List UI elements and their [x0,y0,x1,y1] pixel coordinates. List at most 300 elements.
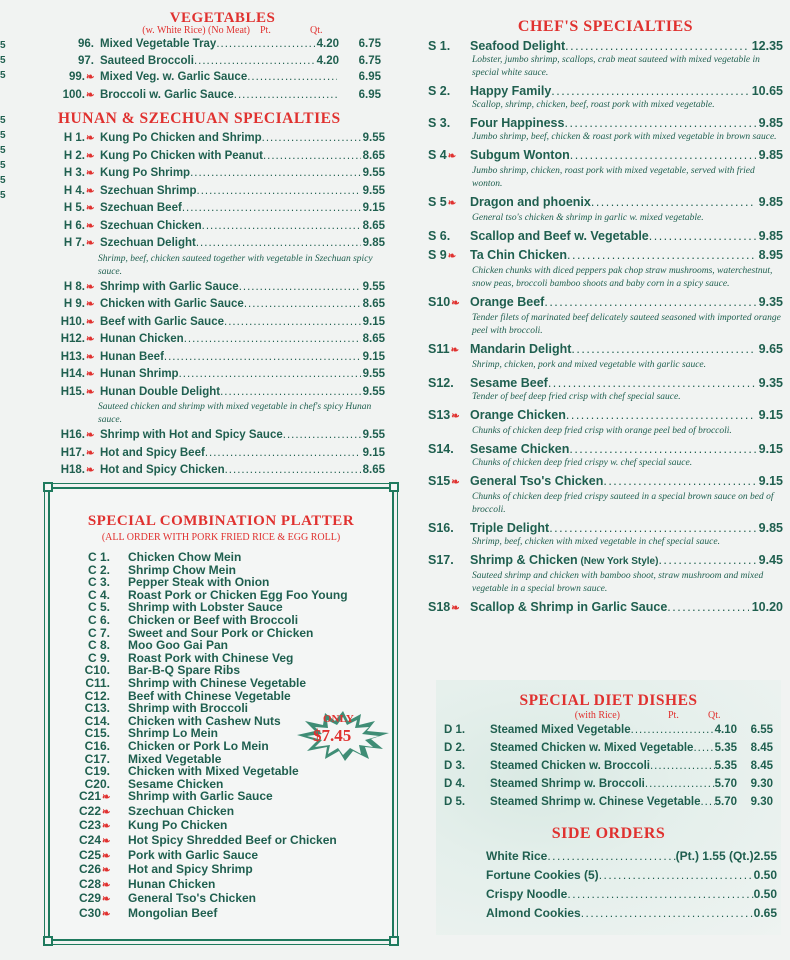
vegetables-subtitle: (w. White Rice) (No Meat) [142,25,250,36]
item-code: H 6.❧ [50,218,98,236]
item-price: 8.65 [362,149,385,162]
item-name: Scallop and Beef w. Vegetable [470,229,649,243]
menu-item-row [428,228,783,244]
dot-leader [197,183,361,200]
item-code: C 4. [87,587,110,602]
pepper-icon: ❧ [86,133,95,144]
combo-item-row [50,639,392,652]
item-name: Broccoli w. Garlic Sauce [100,88,234,101]
item-price: 9.35 [758,295,783,309]
item-name: Crispy Noodle [486,887,568,901]
pepper-icon: ❧ [450,345,459,356]
pepper-icon: ❧ [102,821,111,833]
combo-item-row [50,849,392,864]
item-code: H16.❧ [50,427,98,445]
pepper-icon: ❧ [447,151,457,162]
menu-item-row [50,279,385,297]
item-name: Subgum Wonton [470,148,570,162]
dot-leader [196,235,361,252]
item-code: C 7. [87,625,110,640]
pepper-icon: ❧ [86,351,95,363]
menu-item-row [428,38,783,54]
item-code: C 8. [87,638,110,653]
dot-leader [234,87,337,104]
dot-leader [564,115,755,131]
menu-item-row [50,331,385,349]
item-code: H 3.❧ [50,165,98,183]
dot-leader [700,793,714,811]
item-name: Chicken Chow Mein [128,550,242,564]
item-name: Roast Pork or Chicken Egg Foo Young [128,587,348,602]
menu-item-row [428,599,783,617]
item-description: Lobster, jumbo shrimp, scallops, crab meat sauteed with mixed vegetable in special white sauce. [472,55,760,78]
item-code: S 3. [428,116,451,130]
right-column [428,18,783,620]
item-code: D 5. [444,796,466,808]
item-code: C29❧ [78,891,111,906]
diet-qt-header: Qt. [708,710,721,721]
menu-item-row [50,36,381,53]
chef-item [428,407,783,438]
menu-item-row [50,384,385,402]
item-code: C30❧ [78,906,111,921]
item-price-qt: 6.75 [358,38,381,50]
menu-item-row [428,520,783,536]
dot-leader [571,341,755,357]
item-name: Szechuan Beef [100,202,182,214]
item-name: Sesame Chicken [470,442,570,456]
item-name: Sauteed Broccoli [100,54,194,67]
item-price-qt: 9.30 [750,796,773,808]
item-name: Hunan Chicken [100,333,184,345]
chef-title: CHEF'S SPECIALTIES [517,18,694,35]
item-price: 8.65 [362,219,385,232]
item-code: H 5.❧ [50,200,98,218]
item-price: 9.15 [758,442,783,456]
menu-item-row [428,115,783,131]
pepper-icon: ❧ [86,150,95,162]
item-code: S 9❧ [428,247,470,265]
combo-title: SPECIAL COMBINATION PLATTER [87,513,355,529]
item-code: H17.❧ [50,445,98,463]
item-name: Orange Chicken [470,408,566,422]
edge-mark: 5 [0,115,6,126]
item-code: S 6. [428,229,451,243]
item-price: 0.65 [753,906,777,920]
item-price-pt: 5.35 [714,742,737,754]
item-name: Dragon and phoenix [470,195,591,209]
dot-leader [603,473,755,489]
dot-leader [566,407,756,423]
item-name: Shrimp Chow Mein [128,562,236,577]
side-item-row [436,904,777,923]
item-price: 9.15 [362,350,385,363]
pepper-icon: ❧ [86,316,95,328]
dot-leader [182,200,361,217]
pepper-icon: ❧ [86,168,95,179]
combo-subtitle: (ALL ORDER WITH PORK FRIED RICE & EGG ROLL) [101,532,341,543]
item-name: Hunan Chicken [128,876,216,891]
item-name: Shrimp with Hot and Spicy Sauce [100,429,283,441]
pepper-icon: ❧ [86,89,95,101]
pepper-icon: ❧ [86,386,95,398]
pepper-icon: ❧ [102,909,111,921]
item-code: C 1. [87,550,110,564]
item-price-qt: 6.95 [358,71,381,83]
item-name: Sesame Beef [470,376,548,390]
item-price: 0.50 [753,868,777,882]
dot-leader [548,375,756,391]
item-name: Pork with Garlic Sauce [128,847,259,862]
item-code: C12. [84,688,110,703]
item-name: Shrimp with Garlic Sauce [128,789,273,804]
chef-list [428,38,783,617]
item-name: Kung Po Shrimp [100,167,191,179]
vegetables-qt-header: Qt. [310,25,323,36]
item-name: Mixed Veg. w. Garlic Sauce [100,71,248,83]
combination-platter-box [48,487,394,941]
item-price: 10.20 [751,600,783,614]
chef-item [428,552,783,596]
item-price-qt: 6.55 [750,724,773,736]
pepper-icon: ❧ [86,430,95,441]
menu-item-row [50,366,385,384]
menu-item-row [50,200,385,218]
dot-leader [599,866,754,885]
item-name: Orange Beef [470,295,545,309]
menu-item-row [428,441,783,457]
item-name: Chicken with Mixed Vegetable [128,764,299,779]
dot-leader [220,384,361,401]
item-code: C26❧ [78,862,111,877]
dot-leader [567,885,753,904]
item-name: Mixed Vegetable Tray [100,38,217,50]
item-price: 9.55 [362,385,385,398]
item-name: Hot and Spicy Shrimp [128,862,253,877]
dot-leader [184,331,361,348]
item-code: H 4.❧ [50,183,98,201]
diet-item-row [444,775,773,793]
left-column [50,10,395,480]
edge-mark: 5 [0,190,6,201]
dot-leader [631,721,715,739]
item-name: Moo Goo Gai Pan [128,638,229,653]
item-name: Ta Chin Chicken [470,248,568,262]
item-price-pt: 4.10 [714,724,737,736]
menu-item-row [428,552,783,570]
chef-item [428,115,783,144]
dot-leader [549,520,755,536]
item-code: C 5. [87,600,110,615]
item-name: Triple Delight [470,521,550,535]
item-name: Beef with Chinese Vegetable [128,688,291,703]
item-code: H18.❧ [50,462,98,480]
dot-leader [693,739,714,757]
dot-leader [591,194,756,210]
sides-list [436,847,781,923]
item-code: C17. [84,751,110,766]
item-code: S 1. [428,39,451,53]
item-code: D 4. [444,778,466,790]
item-code: C19. [84,764,110,779]
item-price: 8.65 [362,333,385,345]
item-code: C16. [84,738,110,753]
item-name: Hunan Double Delight [100,385,221,398]
item-name: Hunan Beef [100,350,164,363]
pepper-icon: ❧ [451,477,460,488]
chef-item [428,520,783,549]
edge-mark: 5 [0,145,6,156]
edge-mark: 5 [0,55,6,66]
chef-item [428,441,783,470]
item-name: Roast Pork with Chinese Veg [128,650,294,665]
combo-item-row [50,614,392,627]
item-code: S13❧ [428,407,470,425]
dot-leader [202,218,361,235]
item-code: H15.❧ [50,384,98,402]
badge-only-label: ONLY [323,713,354,725]
item-name: Steamed Mixed Vegetable [490,724,631,736]
edge-mark [0,85,8,100]
item-code: C24❧ [78,833,111,848]
menu-item-row [428,247,783,265]
menu-item-row [50,165,385,183]
pepper-icon: ❧ [447,198,457,209]
menu-item-row [50,235,385,253]
item-name: Shrimp with Broccoli [128,701,249,716]
pepper-icon: ❧ [86,203,95,214]
item-name: Shrimp & Chicken (New York Style) [470,553,659,567]
item-price-qt: 6.75 [358,54,381,67]
item-description: Chunks of chicken deep fried crisp with orange peel bed of broccoli. [472,426,732,436]
side-item-row [436,847,777,866]
pepper-icon: ❧ [86,281,95,293]
menu-item-row [50,148,385,166]
item-name: Happy Family [470,84,552,98]
item-name: Mongolian Beef [128,906,218,921]
combo-item-row [50,892,392,907]
item-code: S11❧ [428,341,470,359]
menu-item-row [50,445,385,463]
item-name: Szechuan Delight [100,237,196,249]
diet-item-row [444,793,773,811]
item-code: D 1. [444,724,466,736]
item-code: S12. [428,376,454,390]
combo-item-row [50,677,392,690]
item-name: Kung Po Chicken with Peanut [100,149,263,162]
item-code: H 2.❧ [50,148,98,166]
item-code: C22❧ [78,803,111,818]
pepper-icon: ❧ [86,238,95,249]
item-name: Four Happiness [470,116,565,130]
edge-mark: 5 [0,175,6,186]
pepper-icon: ❧ [86,299,95,310]
item-description: Tender of beef deep fried crisp with chef special sauce. [472,392,681,402]
menu-item-row [50,53,381,70]
dot-leader [649,228,756,244]
dot-leader [224,314,361,331]
item-code: S 4❧ [428,147,470,165]
item-name: White Rice [486,849,548,863]
item-description: Shrimp, chicken, pork and mixed vegetable with garlic sauce. [472,360,707,370]
dot-leader [570,147,756,163]
item-price-qt: 8.45 [750,742,773,754]
pepper-icon: ❧ [102,894,111,906]
item-name: Chicken with Cashew Nuts [128,713,281,728]
dot-leader [544,294,755,310]
item-description: Shrimp, beef, chicken with mixed vegetable in chef special sauce. [472,537,720,547]
diet-list [436,721,781,811]
menu-item-row [428,473,783,491]
item-price: 9.15 [362,202,385,214]
item-style: (New York Style) [577,556,659,567]
combo-item-row [50,805,392,820]
pepper-icon: ❧ [102,879,111,891]
dot-leader [225,462,361,479]
dot-leader [244,296,361,313]
item-name: Beef with Garlic Sauce [100,315,224,328]
dot-leader [551,83,748,99]
pepper-icon: ❧ [451,298,460,309]
item-name: General Tso's Chicken [470,474,604,488]
dot-leader [247,69,337,86]
dot-leader [164,349,361,366]
pepper-icon: ❧ [451,411,460,422]
item-price-pt: 5.70 [714,778,737,790]
sides-title: SIDE ORDERS [551,825,666,842]
item-name: Szechuan Chicken [128,803,235,818]
item-code: 96. [78,38,94,50]
item-price: 9.55 [362,368,385,380]
item-price: 8.65 [362,464,385,476]
dot-leader [581,904,754,923]
item-description: Chicken chunks with diced peppers pak chop straw mushrooms, waterchestnut, snow peas, broccoli bamboo shoots and baby corn in a spicy sauce. [472,266,773,289]
item-price-qt: 9.30 [750,778,773,790]
side-item-row [436,885,777,904]
item-price: 9.55 [362,280,385,293]
item-name: Seafood Delight [470,39,566,53]
pepper-icon: ❧ [102,850,111,862]
item-price: (Pt.) 1.55 (Qt.)2.55 [675,849,777,863]
item-code: C15. [84,726,110,741]
item-code: C13. [84,701,110,716]
item-code: H12.❧ [50,331,98,349]
badge-price: $7.45 [313,726,352,745]
chef-item [428,194,783,225]
item-code: C 6. [87,612,110,627]
menu-item-row [428,194,783,212]
dot-leader [658,552,755,568]
diet-item-row [444,739,773,757]
item-price: 9.85 [758,229,783,243]
diet-item-row [444,721,773,739]
dot-leader [263,148,361,165]
item-price: 8.65 [362,298,385,310]
item-code: H13.❧ [50,349,98,367]
diet-subtitle: (with Rice) [574,710,620,721]
item-name: Kung Po Chicken and Shrimp [100,132,262,144]
item-description: Scallop, shrimp, chicken, beef, roast pork with mixed vegetable. [472,100,715,110]
item-name: Chicken or Beef with Broccoli [128,612,299,627]
item-description: Jumbo shrimp, beef, chicken & roast pork with mixed vegetable in brown sauce. [472,132,777,142]
item-name: Hot and Spicy Beef [100,446,205,459]
item-name: Mandarin Delight [470,342,572,356]
item-code: S14. [428,442,454,456]
vegetables-pt-header: Pt. [260,25,271,36]
item-code: S10❧ [428,294,470,312]
dot-leader [667,599,748,615]
item-code: H 8.❧ [50,279,98,297]
item-name: Hot and Spicy Chicken [100,464,225,476]
menu-item-row [50,462,385,480]
item-price-qt: 8.45 [750,760,773,772]
menu-item-row [428,83,783,99]
item-name: Shrimp with Lobster Sauce [128,600,283,615]
item-code: C 9. [87,650,110,665]
item-name: Steamed Shrimp w. Chinese Vegetable [490,796,701,808]
item-description: Jumbo shrimp, chicken, roast pork with mixed vegetable, served with fried wonton. [472,166,755,189]
item-name: Kung Po Chicken [128,818,228,833]
item-price: 9.15 [758,474,783,488]
diet-title: SPECIAL DIET DISHES [519,692,698,709]
item-price: 9.85 [758,521,783,535]
menu-item-row [50,183,385,201]
item-code: C14. [84,713,110,728]
price-badge [293,709,393,761]
pepper-icon: ❧ [86,334,95,345]
dot-leader [650,757,715,775]
item-code: C20. [84,776,110,791]
item-code: C10. [84,663,110,678]
chef-item [428,599,783,617]
dot-leader [262,130,361,147]
item-code: H 9.❧ [50,296,98,314]
edge-mark: 5 [0,160,6,171]
item-name: General Tso's Chicken [128,891,257,906]
vegetables-title: VEGETABLES [169,10,276,26]
item-name: Bar-B-Q Spare Ribs [128,663,241,678]
combo-item-row [50,819,392,834]
diet-sides-panel [436,680,781,935]
hunan-title: HUNAN & SZECHUAN SPECIALTIES [58,110,341,127]
chef-item [428,38,783,80]
item-description: Sauteed shrimp and chicken with bamboo shoot, straw mushroom and mixed vegetable in a special brown sauce. [472,571,764,594]
side-item-row [436,866,777,885]
dot-leader [216,36,314,53]
item-name: Steamed Chicken w. Broccoli [490,760,650,772]
menu-item-row [50,427,385,445]
left-edge-marks [0,40,8,205]
item-name: Shrimp Lo Mein [128,726,218,741]
item-price: 9.15 [362,315,385,328]
dot-leader [547,847,675,866]
combo-item-row [50,863,392,878]
pepper-icon: ❧ [86,72,95,83]
item-code: S 5❧ [428,194,470,212]
item-price: 9.15 [362,446,385,459]
dot-leader [239,279,361,296]
item-price: 9.85 [362,237,385,249]
item-name: Szechuan Shrimp [100,184,197,197]
item-name: Scallop & Shrimp in Garlic Sauce [470,600,668,614]
item-name: Hunan Shrimp [100,368,179,380]
item-code: 100.❧ [50,87,98,105]
dot-leader [569,441,755,457]
item-code: H 1.❧ [50,130,98,148]
item-code: C 3. [87,575,110,590]
item-name: Chicken or Pork Lo Mein [128,738,269,753]
dot-leader [205,445,361,462]
